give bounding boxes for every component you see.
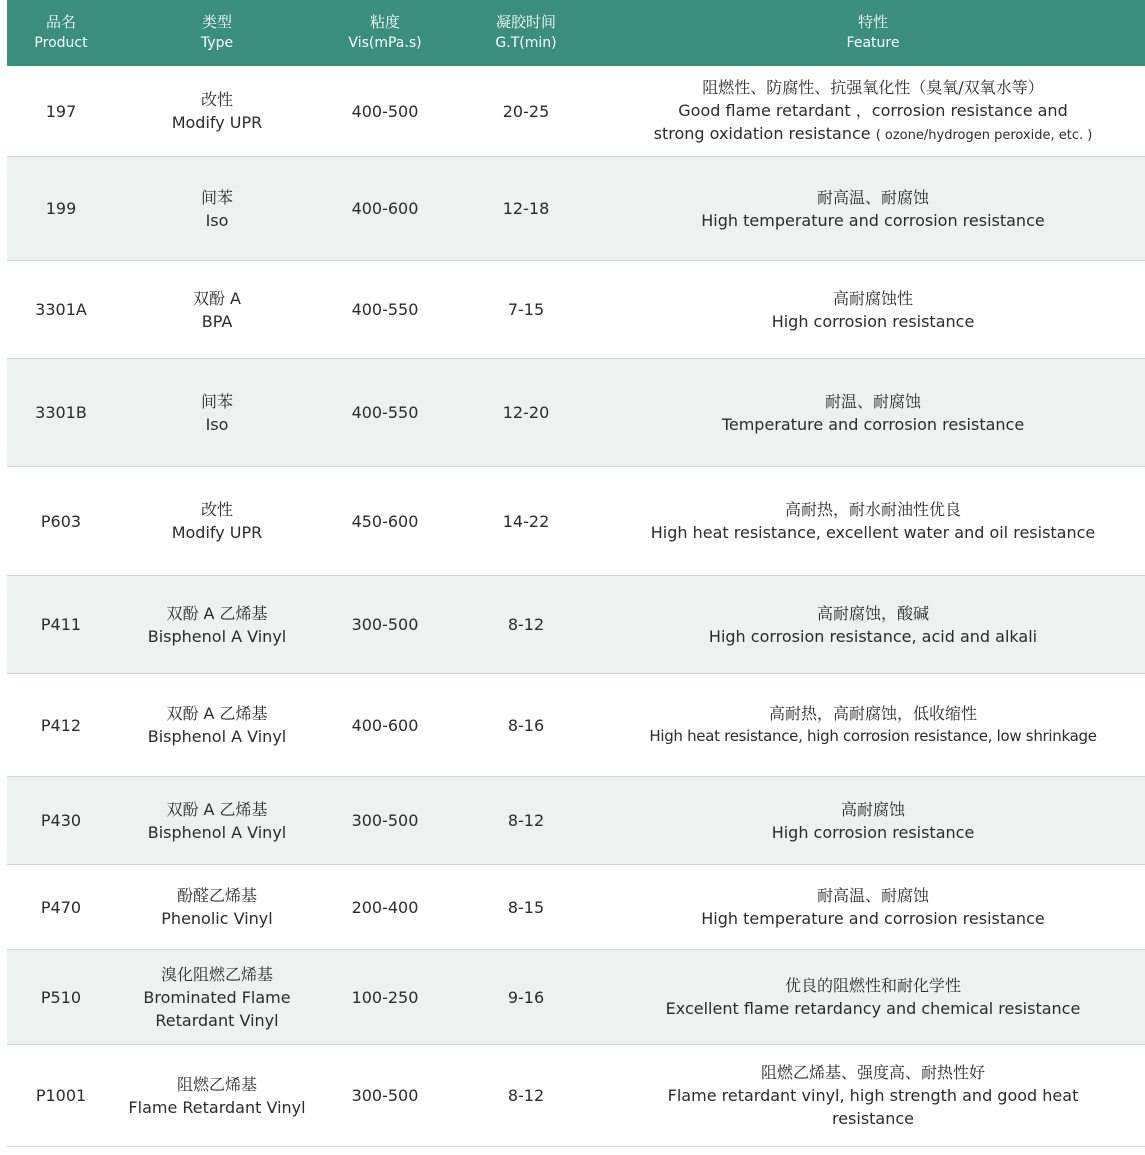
- product-cell: P411: [40, 615, 82, 634]
- vis-cell: 200-400: [351, 897, 419, 917]
- header-type: 类型 Type: [200, 13, 234, 51]
- gt-cell: 8-12: [507, 1086, 545, 1105]
- type-cell: 双酚 A 乙烯基 Bisphenol A Vinyl: [147, 799, 287, 842]
- vis-cell: 100-250: [351, 987, 419, 1007]
- product-cell: P412: [40, 715, 82, 735]
- gt-cell: 9-16: [507, 987, 545, 1007]
- type-cell: 酚醛乙烯基 Phenolic Vinyl: [161, 886, 273, 928]
- vis-cell: 300-500: [351, 615, 419, 634]
- product-cell: 3301A: [35, 300, 87, 319]
- feature-cell: 高耐腐蚀 High corrosion resistance: [771, 799, 975, 842]
- gt-cell: 8-12: [507, 615, 545, 634]
- feature-cell: 高耐腐蚀，酸碱 High corrosion resistance, acid and alkali: [708, 603, 1038, 646]
- gt-cell: 8-15: [507, 897, 545, 917]
- header-feature: 特性 Feature: [846, 13, 900, 51]
- feature-cell: 高耐腐蚀性 High corrosion resistance: [771, 288, 975, 331]
- table-row: [7, 261, 1145, 359]
- table-row: [7, 777, 1145, 865]
- header-gt: 凝胶时间 G.T(min): [495, 13, 557, 51]
- product-cell: P470: [40, 897, 82, 917]
- table-row: [7, 865, 1145, 950]
- table-row: [7, 467, 1145, 576]
- gt-cell: 12-20: [502, 403, 550, 422]
- product-cell: P510: [40, 987, 82, 1007]
- type-cell: 阻燃乙烯基 Flame Retardant Vinyl: [128, 1074, 306, 1117]
- type-cell: 双酚 A 乙烯基 Bisphenol A Vinyl: [147, 704, 287, 746]
- header-product: 品名 Product: [34, 13, 88, 51]
- vis-cell: 400-600: [351, 715, 419, 735]
- feature-cell: 耐高温、耐腐蚀 High temperature and corrosion resistance: [701, 886, 1045, 928]
- vis-cell: 400-500: [351, 101, 419, 121]
- feature-cell: 高耐热，耐水耐油性优良 High heat resistance, excellent water and oil resistance: [650, 500, 1096, 542]
- type-cell: 改性 Modify UPR: [171, 90, 263, 132]
- type-cell: 双酚 A 乙烯基 Bisphenol A Vinyl: [147, 603, 287, 646]
- feature-cell: 阻燃乙烯基、强度高、耐热性好 Flame retardant vinyl, high strength and good heat resistance: [667, 1063, 1079, 1128]
- feature-cell: 耐温、耐腐蚀 Temperature and corrosion resistance: [721, 391, 1025, 434]
- feature-cell: 耐高温、耐腐蚀 High temperature and corrosion resistance: [701, 187, 1045, 230]
- product-cell: P603: [40, 511, 82, 531]
- vis-cell: 400-550: [351, 300, 419, 319]
- product-cell: P1001: [35, 1086, 87, 1105]
- gt-cell: 14-22: [502, 511, 550, 531]
- product-cell: 3301B: [35, 403, 87, 422]
- table-row: [7, 1045, 1145, 1147]
- gt-cell: 12-18: [502, 199, 550, 218]
- type-cell: 改性 Modify UPR: [171, 500, 263, 542]
- gt-cell: 20-25: [502, 101, 550, 121]
- table-row: [7, 950, 1145, 1045]
- vis-cell: 300-500: [351, 1086, 419, 1105]
- type-cell: 双酚 A BPA: [192, 288, 242, 331]
- type-cell: 间苯 Iso: [200, 187, 233, 230]
- gt-cell: 8-16: [507, 715, 545, 735]
- vis-cell: 400-600: [351, 199, 419, 218]
- gt-cell: 8-12: [507, 811, 545, 830]
- table-header: [7, 0, 1145, 66]
- product-cell: 197: [45, 101, 77, 121]
- feature-cell: 优良的阻燃性和耐化学性 Excellent flame retardancy and chemical resistance: [665, 976, 1081, 1018]
- table-row: [7, 66, 1145, 157]
- product-cell: 199: [45, 199, 77, 218]
- table-row: [7, 674, 1145, 777]
- vis-cell: 450-600: [351, 511, 419, 531]
- table-row: [7, 359, 1145, 467]
- table-row: [7, 157, 1145, 261]
- table-row: [7, 576, 1145, 674]
- header-vis: 粘度 Vis(mPa.s): [348, 13, 422, 51]
- gt-cell: 7-15: [507, 300, 545, 319]
- feature-cell: 阻燃性、防腐性、抗强氧化性（臭氧/双氧水等） Good flame retardant ，corrosion resistance and strong oxidation resistance ( ozone/hydrogen peroxide, etc. ): [653, 77, 1093, 143]
- product-table: [7, 0, 1145, 1147]
- feature-cell: 高耐热，高耐腐蚀，低收缩性 High heat resistance, high corrosion resistance, low shrinkage: [649, 704, 1097, 745]
- vis-cell: 400-550: [351, 403, 419, 422]
- type-cell: 溴化阻燃乙烯基 Brominated Flame Retardant Vinyl: [143, 964, 291, 1030]
- vis-cell: 300-500: [351, 811, 419, 830]
- type-cell: 间苯 Iso: [200, 391, 233, 434]
- product-cell: P430: [40, 811, 82, 830]
